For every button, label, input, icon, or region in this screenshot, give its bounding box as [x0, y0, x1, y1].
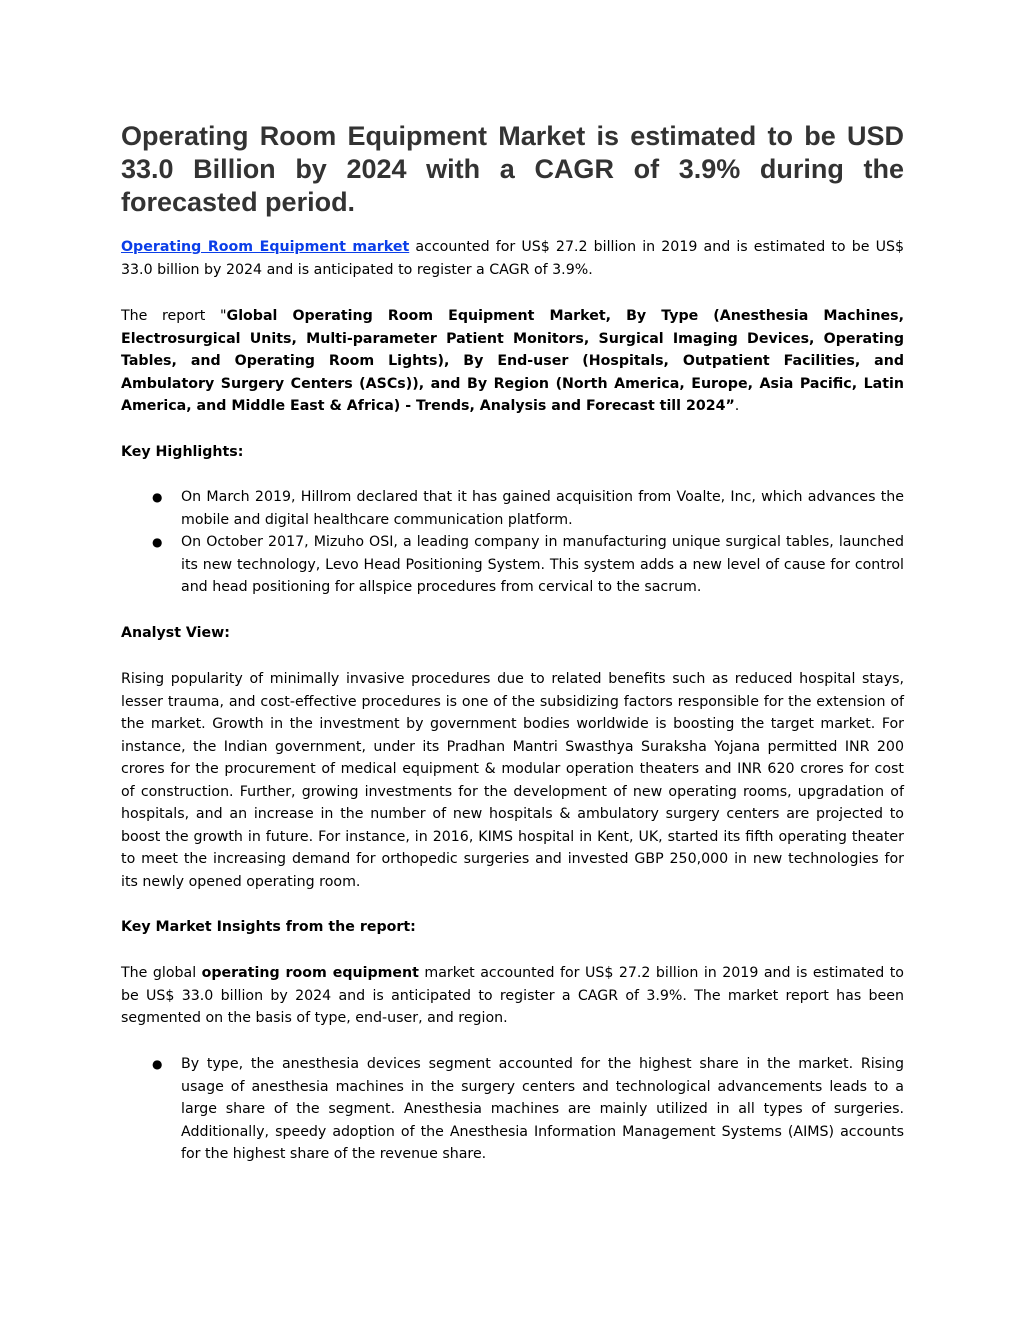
list-item-text: On October 2017, Mizuho OSI, a leading company in manufacturing unique surgical tables, launched its new technology, Levo Head Positioning System. This system adds a new level of cause for control and head positioning for allspice procedures from cervical to the sacrum.	[181, 534, 904, 595]
list-item	[121, 531, 904, 599]
insights-bold: operating room equipment	[201, 965, 419, 981]
intro-paragraph	[121, 236, 904, 281]
insights-heading: Key Market Insights from the report:	[121, 919, 416, 935]
report-suffix: .	[734, 398, 740, 414]
bullet-icon: ●	[152, 1057, 163, 1071]
insights-list	[121, 1053, 904, 1166]
report-title: Global Operating Room Equipment Market, By Type (Anesthesia Machines, Electrosurgical Units, Multi-parameter Patient Monitors, Surgical Imaging Devices, Operating Tables, and Operating Room Lights), By End-user (Hospitals, Outpatient Facilities, and Ambulatory Surgery Centers (ASCs)), and By Region (North America, Europe, Asia Pacific, Latin America, and Middle East & Africa) - Trends, Analysis and Forecast till 2024”	[121, 308, 905, 414]
key-highlights-heading: Key Highlights:	[121, 444, 244, 460]
insights-prefix: The global	[121, 965, 202, 981]
list-item	[121, 486, 904, 531]
analyst-view-paragraph: Rising popularity of minimally invasive procedures due to related benefits such as reduced hospital stays, lesser trauma, and cost-effective procedures is one of the subsidizing factors responsible for the extension of the market. Growth in the investment by government bodies worldwide is boosting the target market. For instance, the Indian government, under its Pradhan Mantri Swasthya Suraksha Yojana permitted INR 200 crores for the procurement of medical equipment & modular operation theaters and INR 620 crores for cost of construction. Further, growing investments for the development of new operating rooms, upgradation of hospitals, and an increase in the number of new hospitals & ambulatory surgery centers are projected to boost the growth in future. For instance, in 2016, KIMS hospital in Kent, UK, started its fifth operating theater to meet the increasing demand for orthopedic surgeries and invested GBP 250,000 in new technologies for its newly opened operating room.	[121, 671, 904, 890]
intro-text: accounted for US$ 27.2 billion in 2019 and is estimated to be US$ 33.0 billion by 2024 and is anticipated to register a CAGR of 3.9%.	[121, 239, 904, 278]
bullet-icon: ●	[152, 535, 163, 549]
insights-suffix: market accounted for US$ 27.2 billion in 2019 and is estimated to be US$ 33.0 billion by 2024 and is anticipated to register a CAGR of 3.9%. The market report has been segmented on the basis of type, end-user, and region.	[121, 965, 904, 1026]
analyst-view-heading: Analyst View:	[121, 625, 230, 641]
list-item-text: By type, the anesthesia devices segment accounted for the highest share in the market. Rising usage of anesthesia machines in the surgery centers and technological advancements leads to a large share of the segment. Anesthesia machines are mainly utilized in all types of surgeries. Additionally, speedy adoption of the Anesthesia Information Management Systems (AIMS) accounts for the highest share of the revenue share.	[181, 1056, 904, 1162]
market-link[interactable]: Operating Room Equipment market	[121, 239, 410, 255]
list-item-text: On March 2019, Hillrom declared that it has gained acquisition from Voalte, Inc, which advances the mobile and digital healthcare communication platform.	[181, 489, 904, 528]
insights-paragraph	[121, 962, 904, 1030]
list-item	[121, 1053, 904, 1166]
page-title: Operating Room Equipment Market is estimated to be USD 33.0 Billion by 2024 with a CAGR of 3.9% during the forecasted period.	[121, 121, 904, 217]
bullet-icon: ●	[152, 490, 163, 504]
report-paragraph	[121, 305, 904, 418]
report-prefix: The report "	[121, 308, 227, 324]
key-highlights-list	[121, 486, 904, 599]
